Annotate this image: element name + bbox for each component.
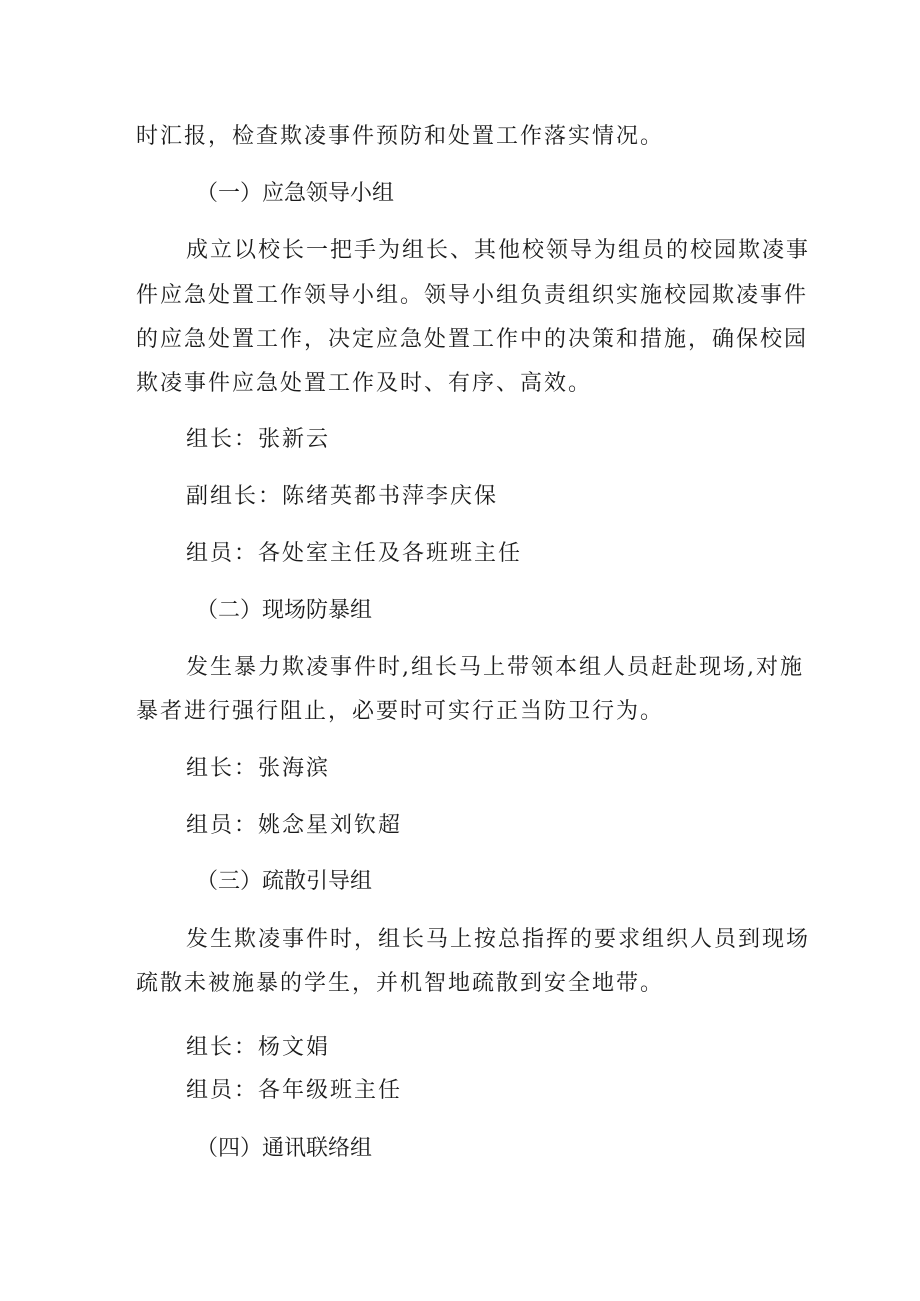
paragraph-1-line-3: 的应急处置工作，决定应急处置工作中的决策和措施，确保校园 (136, 327, 809, 352)
section-heading-3: （三）疏散引导组 (196, 869, 373, 894)
paragraph-1-line-1: 成立以校长一把手为组长、其他校领导为组员的校园欺凌事 (186, 238, 811, 263)
section-heading-4: （四）通讯联络组 (196, 1136, 373, 1161)
paragraph-1-line-2: 件应急处置工作领导小组。领导小组负责组织实施校园欺凌事件 (136, 283, 809, 308)
group-3-members: 组员：各年级班主任 (186, 1078, 403, 1103)
text-line: 时汇报，检查欺凌事件预防和处置工作落实情况。 (136, 124, 665, 149)
paragraph-2-line-1: 发生暴力欺凌事件时,组长马上带领本组人员赶赴现场,对施 (186, 655, 804, 680)
section-heading-1: （一）应急领导小组 (196, 181, 395, 206)
paragraph-3-line-1: 发生欺凌事件时，组长马上按总指挥的要求组织人员到现场 (186, 927, 811, 952)
section-heading-2: （二）现场防暴组 (196, 598, 373, 623)
group-2-members: 组员：姚念星刘钦超 (186, 813, 403, 838)
paragraph-1-line-4: 欺凌事件应急处置工作及时、有序、高效。 (136, 371, 593, 396)
paragraph-3-line-2: 疏散未被施暴的学生，并机智地疏散到安全地带。 (136, 971, 665, 996)
group-2-leader: 组长：张海滨 (186, 756, 331, 781)
group-1-leader: 组长：张新云 (186, 427, 331, 452)
group-1-deputy: 副组长：陈绪英都书萍李庆保 (186, 484, 499, 509)
group-3-leader: 组长：杨文娟 (186, 1035, 331, 1060)
paragraph-2-line-2: 暴者进行强行阻止，必要时可实行正当防卫行为。 (136, 699, 665, 724)
group-1-members: 组员：各处室主任及各班班主任 (186, 541, 523, 566)
